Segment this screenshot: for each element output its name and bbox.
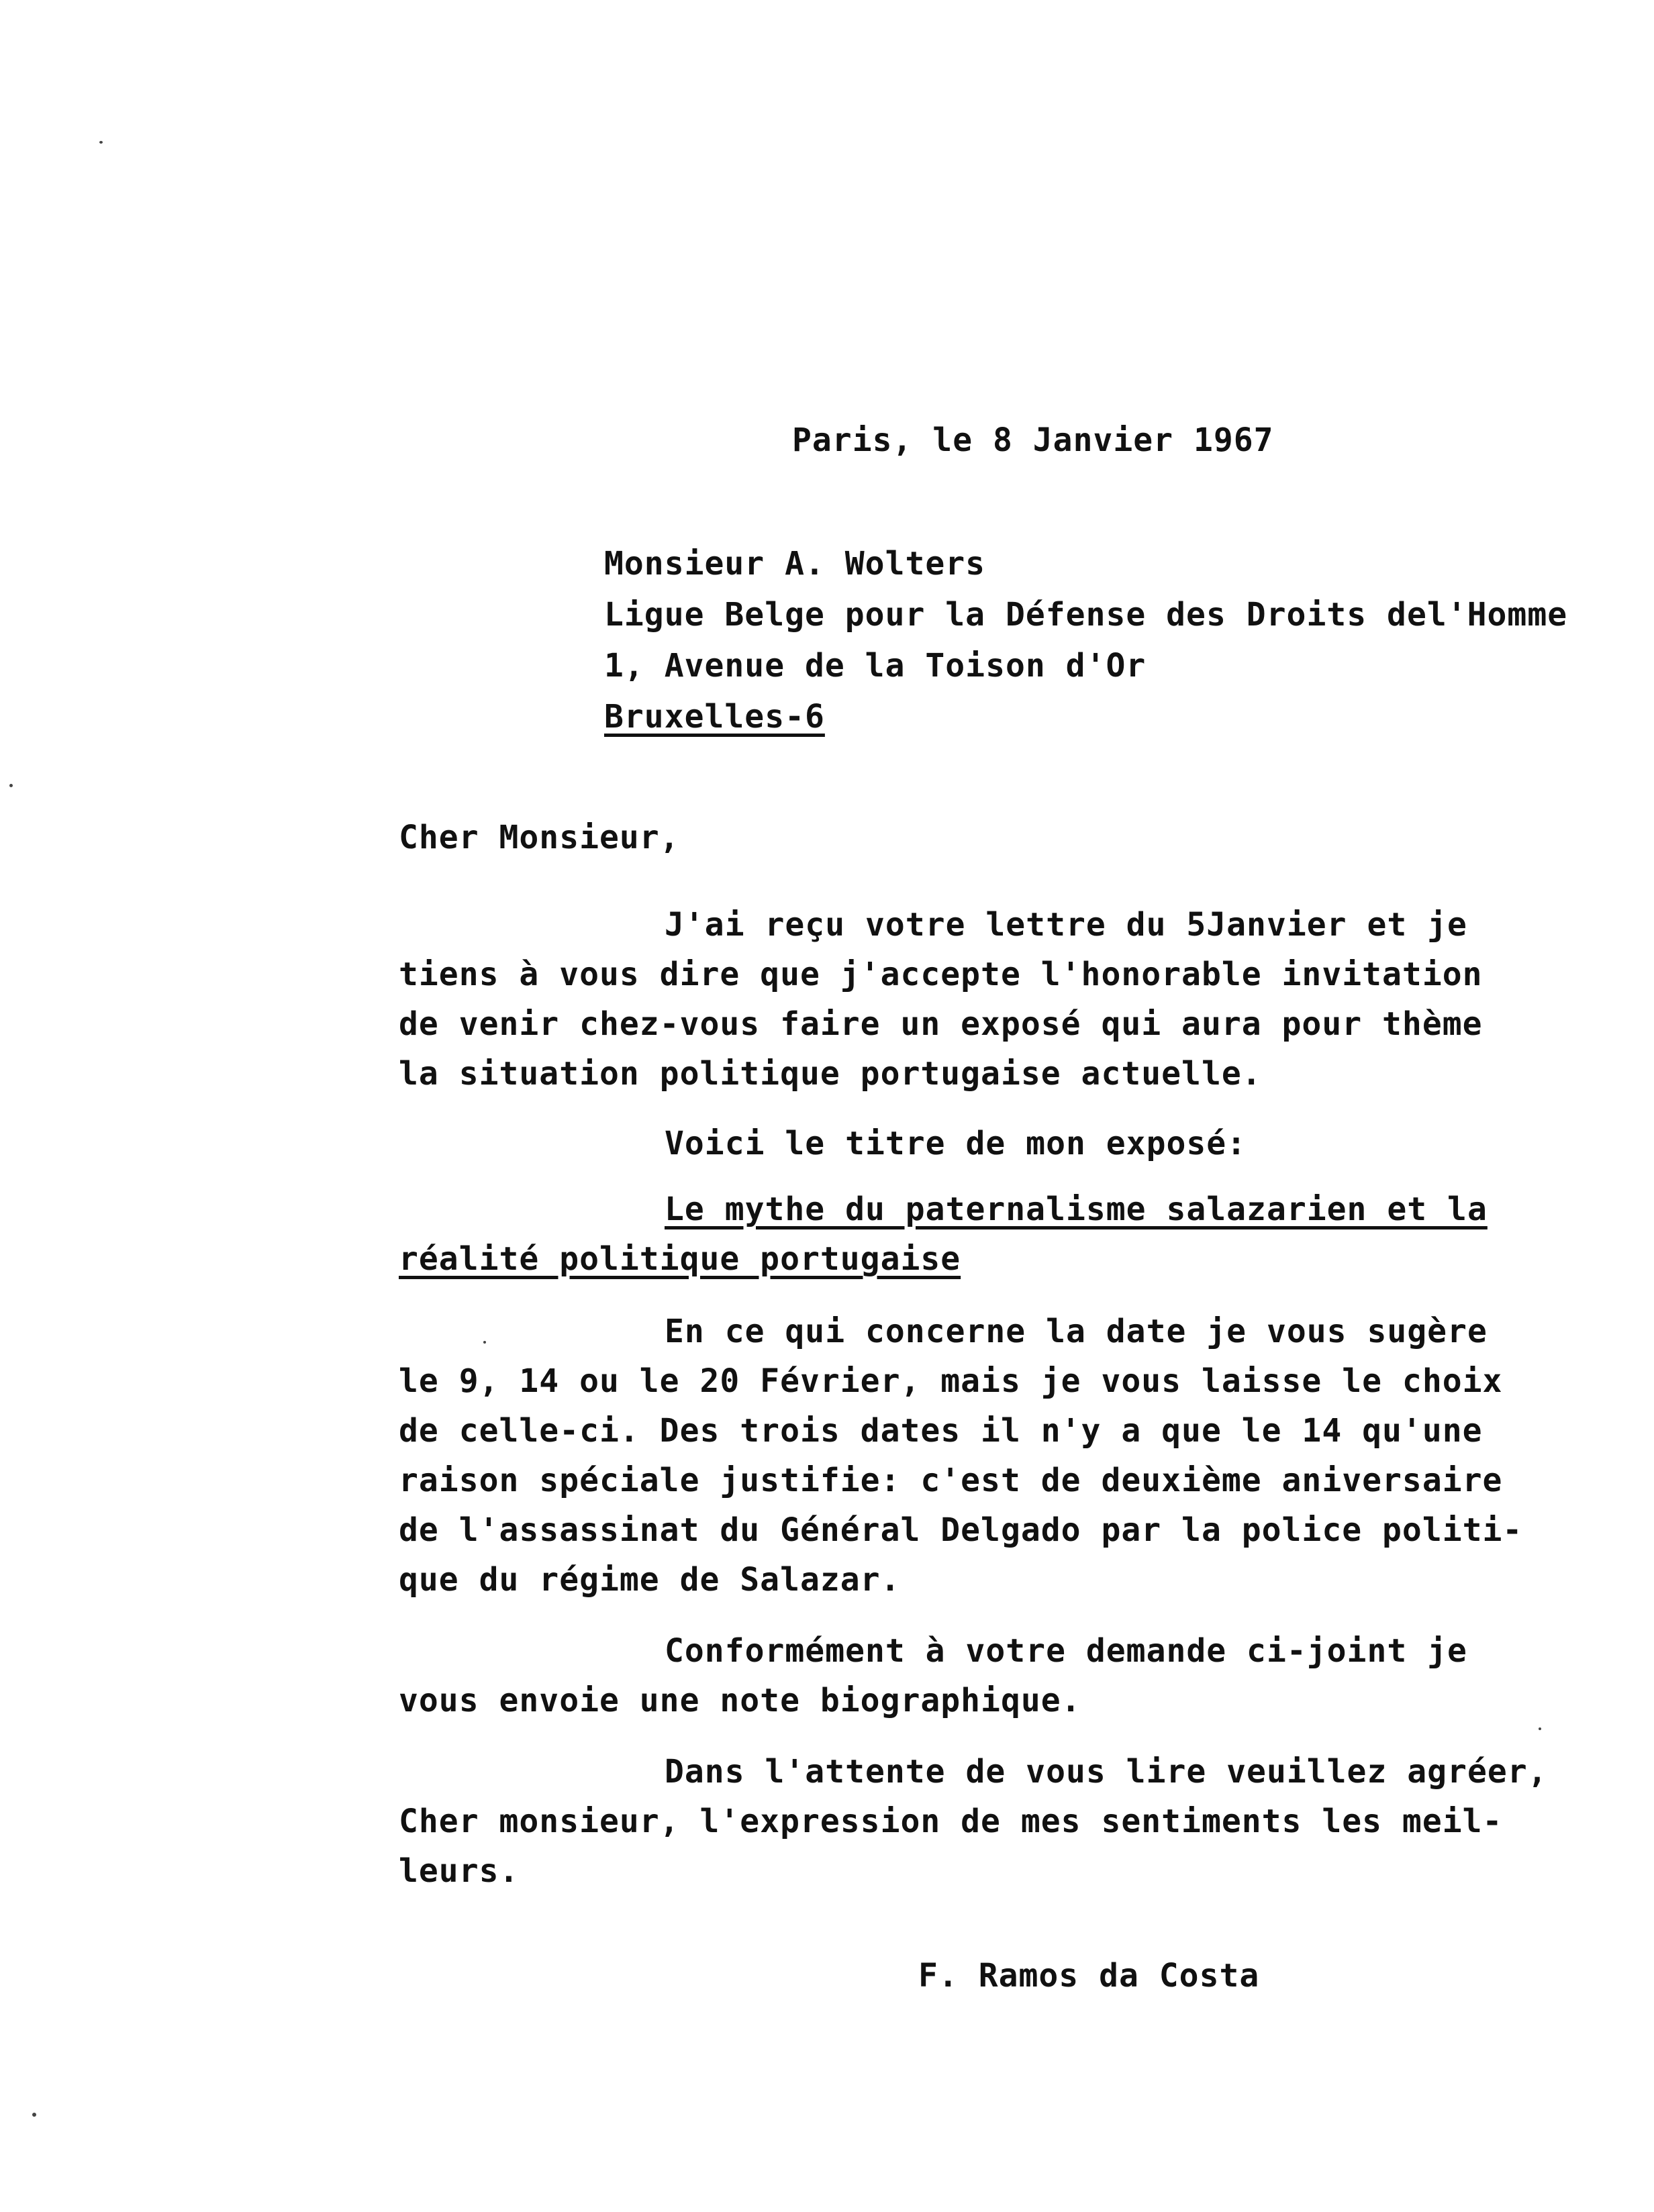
body-line: J'ai reçu votre lettre du 5Janvier et je bbox=[665, 906, 1467, 944]
recipient-street: 1, Avenue de la Toison d'Or bbox=[604, 647, 1147, 685]
body-line: Dans l'attente de vous lire veuillez agréer, bbox=[665, 1753, 1548, 1791]
scan-speck bbox=[1539, 1727, 1541, 1730]
scan-speck bbox=[9, 784, 13, 787]
lecture-title-line-1: Le mythe du paternalisme salazarien et la bbox=[665, 1191, 1488, 1228]
lecture-title-line-2: réalité politique portugaise bbox=[399, 1240, 961, 1278]
body-line: leurs. bbox=[399, 1852, 520, 1890]
body-line: de l'assassinat du Général Delgado par la police politi- bbox=[399, 1511, 1523, 1549]
scan-speck bbox=[32, 2113, 36, 2117]
body-line: vous envoie une note biographique. bbox=[399, 1682, 1081, 1719]
body-line: de venir chez-vous faire un exposé qui aura pour thème bbox=[399, 1005, 1483, 1043]
letter-date: Paris, le 8 Janvier 1967 bbox=[792, 421, 1274, 459]
recipient-organization: Ligue Belge pour la Défense des Droits del'Homme bbox=[604, 596, 1568, 634]
body-line: raison spéciale justifie: c'est de deuxième aniversaire bbox=[399, 1462, 1503, 1499]
body-line: Voici le titre de mon exposé: bbox=[665, 1125, 1247, 1162]
body-line: que du régime de Salazar. bbox=[399, 1561, 901, 1599]
body-line: Cher monsieur, l'expression de mes sentiments les meil- bbox=[399, 1803, 1503, 1840]
recipient-city: Bruxelles-6 bbox=[604, 698, 825, 736]
scan-speck bbox=[483, 1341, 486, 1344]
body-line: la situation politique portugaise actuelle. bbox=[399, 1055, 1262, 1093]
body-line: le 9, 14 ou le 20 Février, mais je vous laisse le choix bbox=[399, 1362, 1503, 1400]
body-line: Conformément à votre demande ci-joint je bbox=[665, 1632, 1467, 1670]
body-line: En ce qui concerne la date je vous sugère bbox=[665, 1313, 1488, 1350]
scan-speck bbox=[99, 141, 103, 144]
salutation: Cher Monsieur, bbox=[399, 819, 680, 856]
signature: F. Ramos da Costa bbox=[918, 1957, 1260, 1995]
recipient-name: Monsieur A. Wolters bbox=[604, 545, 986, 583]
body-line: tiens à vous dire que j'accepte l'honorable invitation bbox=[399, 956, 1483, 993]
body-line: de celle-ci. Des trois dates il n'y a que le 14 qu'une bbox=[399, 1412, 1483, 1450]
